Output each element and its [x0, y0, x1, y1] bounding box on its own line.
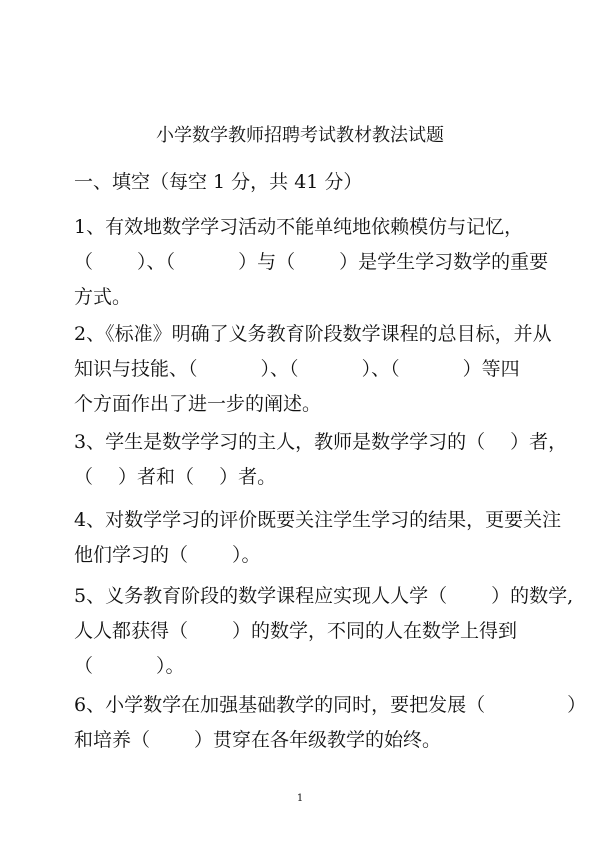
question-1	[74, 210, 549, 315]
question-line: 知识与技能、（ ）、（ ）、（ ）等四	[74, 358, 520, 380]
question-line: 6、小学数学在加强基础教学的同时，要把发展（ ）	[74, 694, 587, 716]
question-line: 他们学习的（ ）。	[74, 544, 261, 566]
question-line: 方式。	[74, 286, 132, 308]
document-title: 小学数学教师招聘考试教材教法试题	[156, 125, 444, 146]
question-5	[74, 579, 574, 684]
question-line: 4、对数学学习的评价既要关注学生学习的结果，更要关注	[74, 509, 562, 531]
page-number: 1	[296, 793, 304, 804]
question-line: 个方面作出了进一步的阐述。	[74, 393, 322, 415]
question-6	[74, 688, 587, 758]
question-line: 2、《标准》明确了义务教育阶段数学课程的总目标，并从	[74, 323, 552, 345]
question-2	[74, 317, 552, 422]
question-3	[74, 425, 568, 495]
question-line: 5、义务教育阶段的数学课程应实现人人学（ ）的数学,	[74, 585, 574, 607]
question-line: （ ）、（ ）与（ ）是学生学习数学的重要	[74, 251, 549, 273]
section-heading: 一、填空（每空 1 分，共 41 分）	[74, 171, 363, 193]
question-line: 和培养（ ）贯穿在各年级教学的始终。	[74, 729, 442, 751]
question-line: 人人都获得（ ）的数学，不同的人在数学上得到	[74, 620, 518, 642]
question-4	[74, 503, 562, 573]
question-line: （ ）。	[74, 655, 185, 677]
question-line: 3、学生是数学学习的主人，教师是数学学习的（ ）者，	[74, 431, 568, 453]
question-line: （ ）者和（ ）者。	[74, 466, 277, 488]
question-line: 1、有效地数学学习活动不能单纯地依赖模仿与记忆，	[74, 216, 524, 238]
